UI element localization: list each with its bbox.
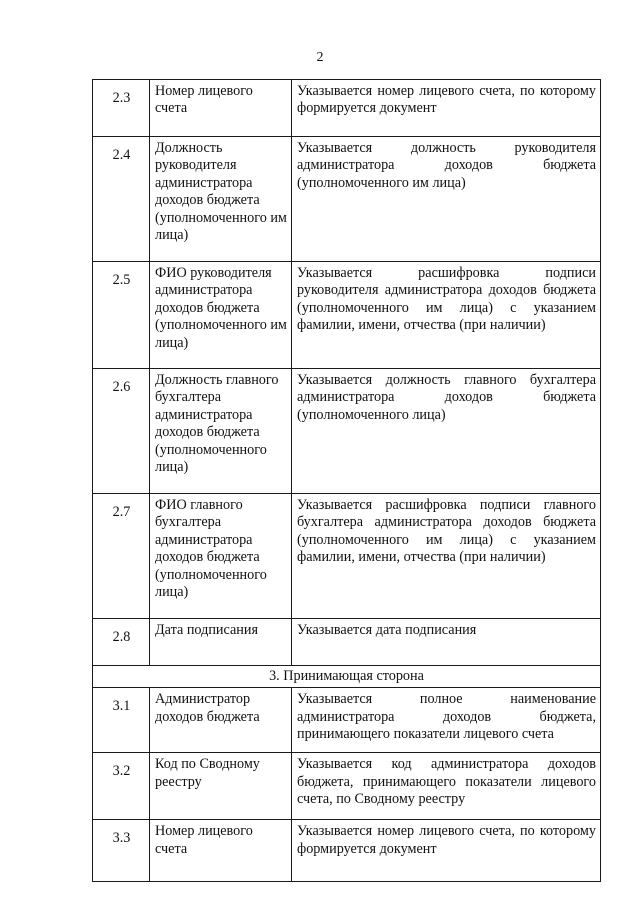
row-number: 3.2	[93, 753, 150, 820]
field-description-table	[92, 79, 601, 882]
table-row	[93, 820, 601, 882]
table-row	[93, 753, 601, 820]
field-description: Указывается должность главного бухгалтера администратора доходов бюджета (уполномоченного лица)	[292, 369, 601, 494]
page-number: 2	[316, 50, 324, 65]
field-description: Указывается номер лицевого счета, по которому формируется документ	[292, 820, 601, 882]
row-number: 2.6	[93, 369, 150, 494]
field-description: Указывается дата подписания	[292, 619, 601, 666]
row-number: 2.8	[93, 619, 150, 666]
row-number: 3.3	[93, 820, 150, 882]
field-name: Код по Сводному реестру	[150, 753, 292, 820]
table-row	[93, 619, 601, 666]
field-name: Номер лицевого счета	[150, 80, 292, 137]
table-row	[93, 369, 601, 494]
field-name: ФИО руководителя администратора доходов бюджета (уполномоченного им лица)	[150, 262, 292, 369]
table-row	[93, 688, 601, 753]
field-description: Указывается должность руководителя администратора доходов бюджета (уполномоченного им лица)	[292, 137, 601, 262]
field-name: Должность руководителя администратора доходов бюджета (уполномоченного им лица)	[150, 137, 292, 262]
field-name: Номер лицевого счета	[150, 820, 292, 882]
row-number: 2.3	[93, 80, 150, 137]
field-description: Указывается полное наименование администратора доходов бюджета, принимающего показатели лицевого счета	[292, 688, 601, 753]
row-number: 2.4	[93, 137, 150, 262]
row-number: 3.1	[93, 688, 150, 753]
field-name: ФИО главного бухгалтера администратора доходов бюджета (уполномоченного лица)	[150, 494, 292, 619]
field-description: Указывается код администратора доходов бюджета, принимающего показатели лицевого счета, по Сводному реестру	[292, 753, 601, 820]
table-row	[93, 137, 601, 262]
row-number: 2.7	[93, 494, 150, 619]
field-name: Администратор доходов бюджета	[150, 688, 292, 753]
section-title: 3. Принимающая сторона	[93, 666, 601, 688]
field-description: Указывается расшифровка подписи главного бухгалтера администратора доходов бюджета (уполномоченного им лица) с указанием фамилии, имени, отчества (при наличии)	[292, 494, 601, 619]
table-row	[93, 80, 601, 137]
table-row	[93, 494, 601, 619]
field-name: Должность главного бухгалтера администратора доходов бюджета (уполномоченного лица)	[150, 369, 292, 494]
field-description: Указывается расшифровка подписи руководителя администратора доходов бюджета (уполномоченного им лица) с указанием фамилии, имени, отчества (при наличии)	[292, 262, 601, 369]
row-number: 2.5	[93, 262, 150, 369]
field-description: Указывается номер лицевого счета, по которому формируется документ	[292, 80, 601, 137]
table-row	[93, 262, 601, 369]
field-name: Дата подписания	[150, 619, 292, 666]
section-header-row	[93, 666, 601, 688]
